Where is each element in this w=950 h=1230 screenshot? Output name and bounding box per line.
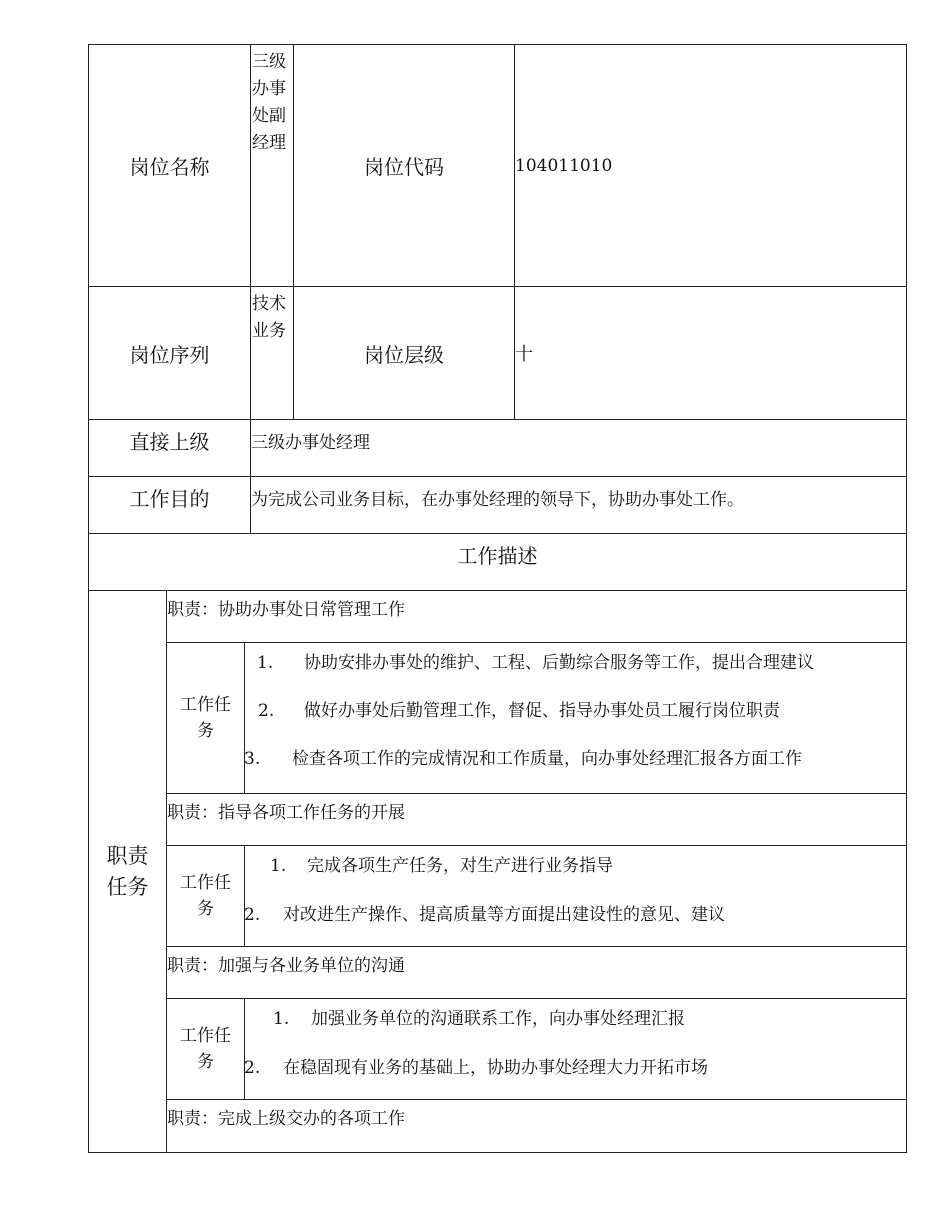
- task-item: [270, 851, 613, 876]
- task-label: [166, 998, 245, 1100]
- duties-label-text: 职责任务: [106, 843, 149, 899]
- post-series-label: 岗位序列: [88, 286, 251, 420]
- superior-label: [88, 419, 251, 477]
- task-number: 2.: [244, 905, 261, 925]
- duty-title: 职责：指导各项工作任务的开展: [166, 793, 907, 846]
- task-label-text: 工作任务: [180, 695, 231, 741]
- task-text: 做好办事处后勤管理工作，督促、指导办事处员工履行岗位职责: [304, 701, 780, 721]
- description-title: [88, 533, 907, 591]
- description-title-text: 工作描述: [457, 544, 538, 568]
- task-item: [244, 1053, 708, 1078]
- duty-title: 职责：协助办事处日常管理工作: [166, 590, 907, 643]
- purpose-label-text: 工作目的: [129, 487, 210, 511]
- post-code-value: [514, 44, 907, 287]
- task-number: 3.: [244, 749, 261, 769]
- task-text: 加强业务单位的沟通联系工作，向办事处经理汇报: [311, 1009, 685, 1029]
- superior-value: 三级办事处经理: [250, 419, 907, 477]
- duty-title: 职责：加强与各业务单位的沟通: [166, 946, 907, 999]
- superior-label-text: 直接上级: [129, 430, 210, 454]
- task-text: 完成各项生产任务，对生产进行业务指导: [307, 856, 613, 876]
- task-number: 2.: [258, 701, 275, 721]
- purpose-value: 为完成公司业务目标，在办事处经理的领导下，协助办事处工作。: [250, 476, 907, 534]
- task-text: 在稳固现有业务的基础上，协助办事处经理大力开拓市场: [283, 1058, 708, 1078]
- post-name-value: 三级办事处副经理: [250, 44, 294, 287]
- post-series-value: 技术业务: [250, 286, 294, 420]
- post-level-text: 十: [515, 344, 533, 365]
- purpose-label: [88, 476, 251, 534]
- task-label: [166, 642, 245, 794]
- task-item: [244, 900, 725, 925]
- task-label-text: 工作任务: [180, 873, 231, 919]
- post-level-value: [514, 286, 907, 420]
- post-code-label: 岗位代码: [293, 44, 515, 287]
- task-label: [166, 845, 245, 947]
- task-list: [244, 642, 907, 794]
- task-item: [244, 744, 802, 769]
- duty-title: 职责：完成上级交办的各项工作: [166, 1099, 907, 1153]
- task-list: [244, 845, 907, 947]
- task-text: 检查各项工作的完成情况和工作质量，向办事处经理汇报各方面工作: [292, 749, 802, 769]
- task-list: [244, 998, 907, 1100]
- task-item: [273, 1004, 685, 1029]
- post-code-text: 104011010: [515, 155, 613, 176]
- task-number: 1.: [270, 856, 287, 876]
- task-number: 1.: [273, 1009, 290, 1029]
- task-number: 2.: [244, 1058, 261, 1078]
- task-text: 对改进生产操作、提高质量等方面提出建设性的意见、建议: [283, 905, 725, 925]
- task-item: [257, 648, 814, 673]
- post-level-label: 岗位层级: [293, 286, 515, 420]
- task-text: 协助安排办事处的维护、工程、后勤综合服务等工作，提出合理建议: [304, 653, 814, 673]
- task-number: 1.: [257, 653, 274, 673]
- post-name-label: 岗位名称: [88, 44, 251, 287]
- task-label-text: 工作任务: [180, 1026, 231, 1072]
- duties-label: [88, 590, 167, 1153]
- task-item: [258, 696, 780, 721]
